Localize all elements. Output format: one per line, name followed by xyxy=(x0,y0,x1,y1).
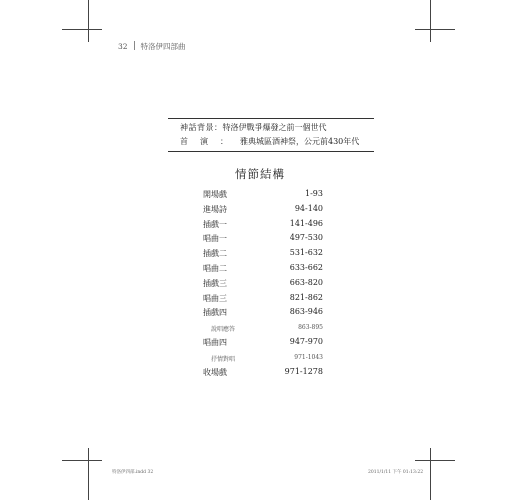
section-name: 唱曲二 xyxy=(203,263,227,273)
book-title: 特洛伊四部曲 xyxy=(140,42,186,51)
structure-row xyxy=(196,232,326,247)
section-name: 插戲一 xyxy=(203,219,227,229)
myth-background-text: 特洛伊戰爭爆發之前一個世代 xyxy=(222,123,327,132)
page-number: 32 xyxy=(118,42,128,51)
structure-subrow xyxy=(196,321,326,336)
structure-subrow xyxy=(196,351,326,366)
setting-box xyxy=(168,118,374,152)
section-name: 唱曲三 xyxy=(203,293,227,303)
section-name: 插戲四 xyxy=(203,308,227,318)
crop-mark xyxy=(88,448,89,500)
crop-mark xyxy=(430,448,431,500)
line-range: 531-632 xyxy=(289,248,323,258)
footer-timestamp: 2011/1/11 下午 01:13:22 xyxy=(368,470,424,475)
line-range: 947-970 xyxy=(289,336,323,346)
section-name: 開場戲 xyxy=(203,190,227,199)
line-range: 497-530 xyxy=(289,233,323,243)
header-divider xyxy=(134,41,135,50)
section-name: 抒情對唱 xyxy=(211,355,236,363)
bottom-rule xyxy=(168,151,374,152)
structure-row xyxy=(196,292,326,307)
line-range: 1-93 xyxy=(305,189,323,198)
line-range: 663-820 xyxy=(289,277,323,287)
line-range: 821-862 xyxy=(289,292,323,302)
premiere-text: 雅典城區酒神祭，公元前430年代 xyxy=(240,137,360,146)
structure-row xyxy=(196,277,326,292)
crop-mark xyxy=(430,0,431,42)
structure-row xyxy=(196,306,326,321)
section-name: 插戲三 xyxy=(203,278,227,288)
myth-background-label: 神話背景： xyxy=(180,123,223,132)
structure-row xyxy=(196,203,326,218)
section-title: 情節結構 xyxy=(235,167,285,181)
running-head xyxy=(118,41,186,52)
structure-row xyxy=(196,188,326,203)
structure-row xyxy=(196,247,326,262)
structure-row xyxy=(196,366,326,381)
section-name: 唱曲一 xyxy=(203,234,227,244)
section-name: 插戲二 xyxy=(203,249,227,259)
structure-row xyxy=(196,262,326,277)
footer-file-info: 特洛伊四部.indd 32 xyxy=(112,470,154,475)
premiere-label: 首演： xyxy=(180,137,240,146)
crop-mark xyxy=(62,29,102,30)
section-name: 唱曲四 xyxy=(203,337,227,347)
structure-row xyxy=(196,218,326,233)
crop-mark xyxy=(415,460,455,461)
line-range: 971-1278 xyxy=(284,366,323,376)
line-range: 971-1043 xyxy=(294,353,323,361)
section-name: 說唱應答 xyxy=(211,326,236,334)
plot-structure-table xyxy=(196,188,326,380)
line-range: 863-895 xyxy=(298,324,323,332)
crop-mark xyxy=(62,460,102,461)
section-name: 進場詩 xyxy=(203,204,227,214)
line-range: 94-140 xyxy=(294,203,323,213)
premiere-row xyxy=(168,135,374,149)
myth-background-row xyxy=(168,121,374,135)
top-rule xyxy=(168,118,374,119)
crop-mark xyxy=(415,29,455,30)
section-name: 收場戲 xyxy=(203,367,227,377)
line-range: 863-946 xyxy=(289,307,323,317)
crop-mark xyxy=(88,0,89,42)
line-range: 141-496 xyxy=(289,218,323,228)
line-range: 633-662 xyxy=(289,262,323,272)
structure-row xyxy=(196,336,326,351)
